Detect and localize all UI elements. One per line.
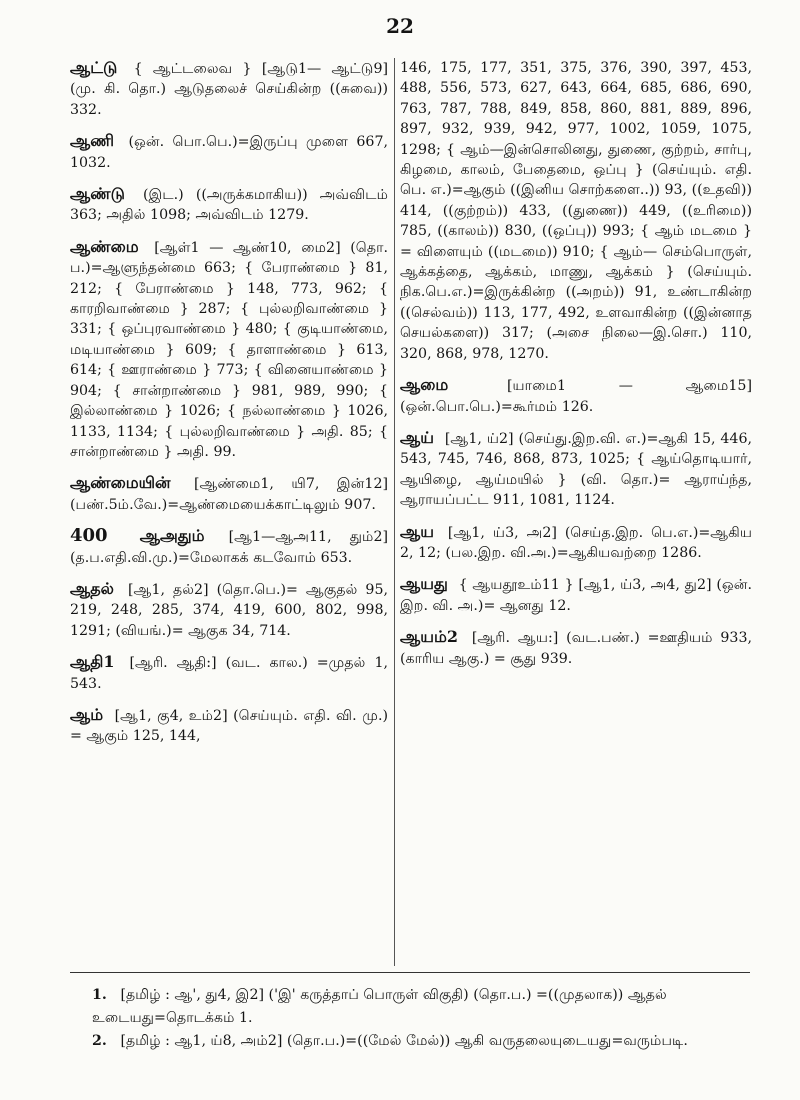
- dictionary-entry: [70, 705, 388, 747]
- entry-headword: ஆம்: [70, 704, 104, 724]
- entry-definition: { ஆட்டலைவ } [ஆடு1— ஆட்டு9] (மு. கி. தொ.) ஆடுதலைச் செய்கின்ற ((சுவை)) 332.: [70, 61, 388, 118]
- entry-headword: ஆமை: [400, 375, 449, 395]
- entry-definition: 146, 175, 177, 351, 375, 376, 390, 397, 453, 488, 556, 573, 627, 643, 664, 685, 686, 690, 763, 787, 788, 849, 858, 860, 881, 889, 896, 897, 932, 939, 942, 977, 1002, 1059, 1075, 1298; { ஆம்—இன்சொலினது, துணை, குற்றம், சார்பு, கிழமை, காலம், பேதைமை, ஒப்பு } (செய்யும். எதி. பெ. எ.)=ஆகும் ((இனிய சொற்களை..)) 93, ((உதவி)) 414, ((குற்றம்)) 433, ((துணை)) 449, ((உரிமை)) 785, ((காலம்)) 830, ((ஒப்பு)) 993; { ஆம் மடமை } = விளையும் ((மடமை)) 910; { ஆம்— செம்பொருள், ஆக்கத்தை, ஆக்கம், மாணு, ஆக்கம் } (செய்யும். நிக.பெ.எ.)=இருக்கின்ற ((அறம்)) 91, உண்டாகின்ற ((செல்வம்)) 113, 177, 492, உளவாகின்ற ((இன்னாத செயல்களை)) 317; (அசை நிலை—இ.சொ.) 110, 320, 868, 978, 1270.: [400, 60, 752, 362]
- dictionary-entry: [70, 526, 388, 568]
- entry-headword: ஆய்: [400, 427, 434, 447]
- page-number: 22: [386, 14, 414, 38]
- dictionary-entry: [400, 522, 752, 564]
- dictionary-entry: [70, 237, 388, 462]
- entry-definition: [ஆள்1 — ஆண்10, மை2] (தொ. ப.)=ஆளுந்தன்மை 663; { பேராண்மை } 81, 212; { பேராண்மை } 148, 773, 962; { காரறிவாண்மை } 287; { புல்லறிவாண்மை } 331; { ஒப்புரவாண்மை } 480; { குடியாண்மை, மடியாண்மை } 609; { தாளாண்மை } 613, 614; { ஊராண்மை } 773; { வினையாண்மை } 904; { சான்றாண்மை } 981, 989, 990; { இல்லாண்மை } 1026; { நல்லாண்மை } 1026, 1133, 1134; { புல்லறிவாண்மை } அதி. 85; { சான்றாண்மை } அதி. 99.: [70, 239, 388, 460]
- footnote-text: [தமிழ் : ஆ', து4, இ2] ('இ' கருத்தாப் பொருள் விகுதி) (தொ.ப.) =((முதலாக)) ஆதல் உடையது=தொடக்கம் 1.: [92, 987, 667, 1026]
- entry-definition: (ஒன். பொ.பெ.)=இருப்பு முளை 667, 1032.: [70, 134, 388, 171]
- entry-headword: ஆய: [400, 521, 434, 541]
- entry-definition: [ஆண்மை1, யி7, இன்12] (பண்.5ம்.வே.)=ஆண்மையைக்காட்டிலும் 907.: [70, 476, 388, 513]
- entry-definition: { ஆயதூஉம்11 } [ஆ1, ய்3, அ4, து2] (ஒன். இற. வி. அ.)= ஆனது 12.: [400, 577, 752, 614]
- dictionary-entry: [400, 627, 752, 669]
- entry-definition: (இட.) ((அருக்கமாகிய)) அவ்விடம் 363; அதில் 1098; அவ்விடம் 1279.: [70, 187, 388, 224]
- dictionary-entry: [400, 428, 752, 511]
- left-column: [70, 58, 388, 966]
- entry-headword: ஆயது: [400, 574, 448, 594]
- dictionary-entry-continued: [400, 58, 752, 364]
- entry-definition: [ஆ1, ய்2] (செய்து.இற.வி. எ.)=ஆகி 15, 446, 543, 745, 746, 868, 873, 1025; { ஆய்தொடியார், ஆயிழை, ஆய்மயில் } (வி. தொ.)= ஆராய்ந்த, ஆராயப்பட்ட 911, 1081, 1124.: [400, 430, 752, 509]
- footnote: [70, 984, 750, 1030]
- dictionary-entry: [400, 375, 752, 417]
- entry-definition: [ஆ1, தல்2] (தொ.பெ.)= ஆகுதல் 95, 219, 248, 285, 374, 419, 600, 802, 998, 1291; (வியங்.)= ஆகுக 34, 714.: [70, 581, 388, 639]
- footnotes: [70, 984, 750, 1053]
- dictionary-entry: [70, 58, 388, 120]
- footnote: [70, 1030, 750, 1053]
- entry-headword: ஆண்மையின்: [70, 473, 171, 493]
- dictionary-entry: [70, 473, 388, 515]
- footnote-divider: [70, 972, 750, 973]
- dictionary-entry: [70, 579, 388, 641]
- entry-definition: [ஆ1, ய்3, அ2] (செய்த.இற. பெ.எ.)=ஆகிய 2, 12; (பல.இற. வி.அ.)=ஆகியவற்றை 1286.: [400, 524, 752, 561]
- entry-headword: ஆஅதும்: [139, 526, 205, 546]
- right-column: [400, 58, 752, 966]
- entry-headword: ஆயம்2: [400, 627, 458, 647]
- entry-definition: [யாமை1 — ஆமை15] (ஒன்.பொ.பெ.)=கூர்மம் 126.: [400, 378, 752, 415]
- dictionary-entry: [70, 652, 388, 694]
- entry-serial-number: 400: [70, 525, 108, 547]
- dictionary-entry: [70, 131, 388, 173]
- entry-headword: ஆணி: [70, 131, 115, 151]
- entry-definition: [ஆரி. ஆய:] (வட.பண்.) =ஊதியம் 933, (காரிய ஆகு.) = சூது 939.: [400, 630, 752, 667]
- dictionary-entry: [400, 574, 752, 616]
- footnote-number: 1.: [92, 987, 107, 1003]
- entry-definition: [ஆ1, கு4, உம்2] (செய்யும். எதி. வி. மு.) = ஆகும் 125, 144,: [70, 707, 388, 745]
- entry-headword: ஆதல்: [70, 578, 114, 598]
- footnote-number: 2.: [92, 1033, 107, 1049]
- column-divider: [394, 58, 395, 966]
- entry-definition: [ஆ1—ஆஅ11, தும்2] (த.ப.எதி.வி.மு.)=மேலாகக் கடவோம் 653.: [70, 529, 388, 566]
- entry-headword: ஆண்டு: [70, 184, 125, 204]
- entry-headword: ஆண்மை: [70, 236, 139, 256]
- entry-definition: [ஆரி. ஆதி:] (வட. கால.) =முதல் 1, 543.: [70, 655, 388, 692]
- entry-headword: ஆட்டு: [70, 58, 118, 77]
- dictionary-entry: [70, 184, 388, 226]
- footnote-text: [தமிழ் : ஆ1, ய்8, அம்2] (தொ.ப.)=((மேல் மேல்)) ஆகி வருதலையுடையது=வரும்படி.: [120, 1033, 688, 1049]
- entry-headword: ஆதி1: [70, 652, 115, 672]
